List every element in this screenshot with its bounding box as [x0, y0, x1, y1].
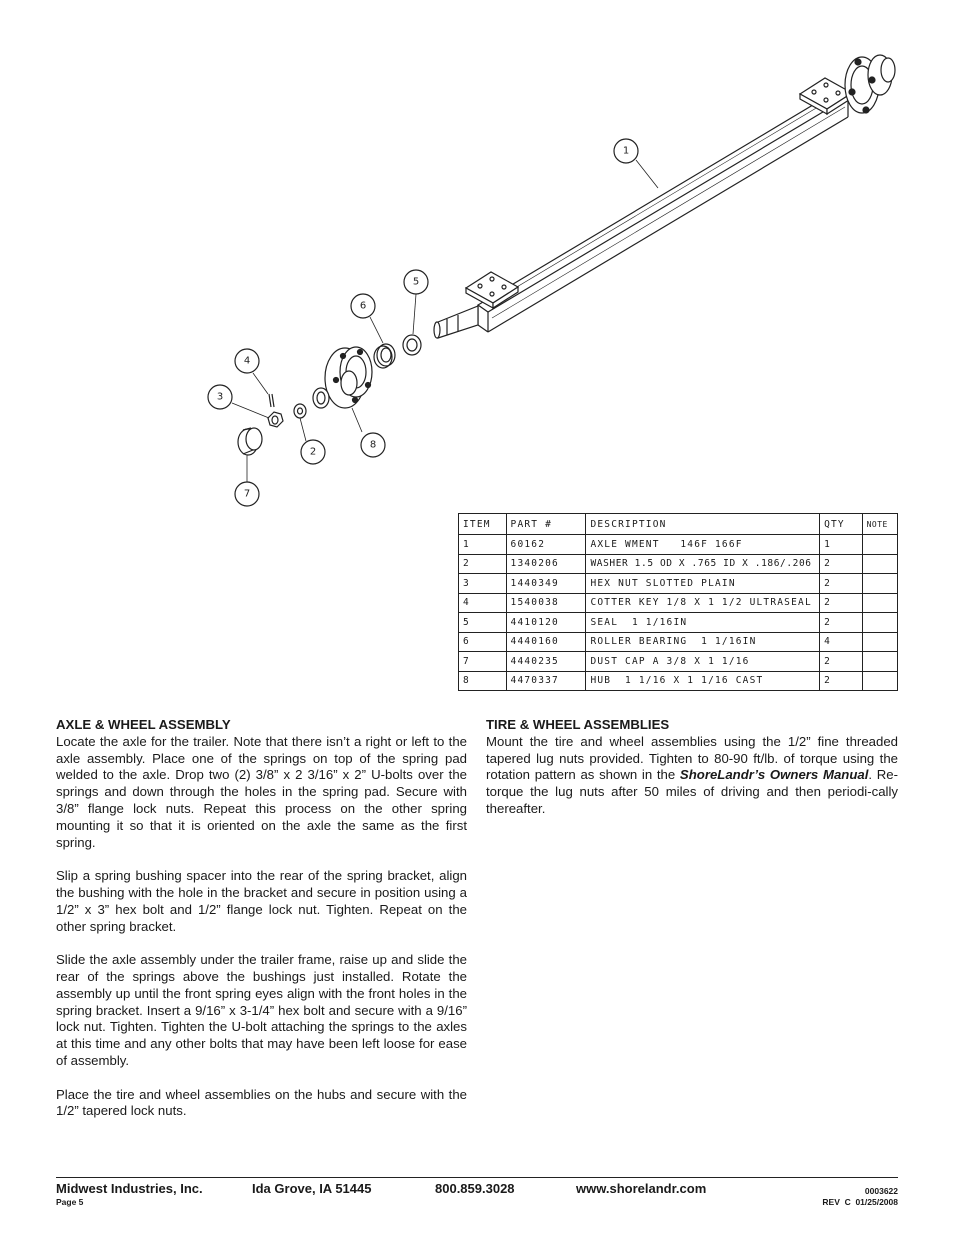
- callout-5: 5: [412, 276, 420, 288]
- footer-website: www.shorelandr.com: [576, 1181, 707, 1196]
- tire-section-heading: TIRE & WHEEL ASSEMBLIES: [486, 717, 670, 732]
- header-qty: QTY: [820, 514, 862, 535]
- cell-part-number: 1540038: [506, 593, 586, 613]
- footer-divider: [56, 1177, 898, 1178]
- tire-text-before: Mount the tire and wheel assemblies using the 1/2” fine threaded tapered lug nuts provided. Tighten to 80-90 ft/lb. of torque using the rotation pattern as shown in the: [486, 733, 898, 783]
- cotter-key-part: [269, 394, 274, 407]
- cell-part-number: 4410120: [506, 613, 586, 633]
- cell-description: COTTER KEY 1/8 X 1 1/2 ULTRASEAL: [586, 593, 820, 613]
- roller-bearing-outer: [313, 388, 329, 408]
- cell-qty: 2: [820, 652, 862, 672]
- cell-note: [862, 671, 897, 691]
- table-row: [459, 671, 898, 691]
- parts-table-header: [459, 514, 898, 535]
- cell-note: [862, 554, 897, 574]
- cell-part-number: 4440235: [506, 652, 586, 672]
- axle-beam: [478, 90, 848, 332]
- owners-manual-title: ShoreLandr’s Owners Manual: [679, 767, 869, 783]
- cell-qty: 2: [820, 593, 862, 613]
- cell-qty: 2: [820, 671, 862, 691]
- cell-item: 1: [459, 535, 507, 555]
- cell-description: AXLE WMENT 146F 166F: [586, 535, 820, 555]
- cell-note: [862, 613, 897, 633]
- table-row: [459, 554, 898, 574]
- axle-paragraph-4: Place the tire and wheel assemblies on the hubs and secure with the 1/2” tapered lock nuts.: [56, 1086, 467, 1119]
- footer-company: Midwest Industries, Inc.: [56, 1181, 203, 1196]
- footer-revision: REV C 01/25/2008: [822, 1197, 898, 1207]
- cell-note: [862, 593, 897, 613]
- axle-wheel-section: [56, 717, 467, 1137]
- callout-3: 3: [216, 391, 224, 403]
- cell-note: [862, 574, 897, 594]
- parts-table: [458, 513, 898, 691]
- hub-assembled-right: [845, 55, 895, 113]
- cell-description: HEX NUT SLOTTED PLAIN: [586, 574, 820, 594]
- cell-qty: 4: [820, 632, 862, 652]
- table-row: [459, 652, 898, 672]
- roller-bearing-inner: [374, 344, 395, 368]
- cell-item: 7: [459, 652, 507, 672]
- footer-doc-number: 0003622: [864, 1186, 898, 1196]
- header-item: ITEM: [459, 514, 507, 535]
- cell-description: HUB 1 1/16 X 1 1/16 CAST: [586, 671, 820, 691]
- slotted-nut-part: [268, 412, 283, 427]
- cell-description: DUST CAP A 3/8 X 1 1/16: [586, 652, 820, 672]
- footer-page-number: Page 5: [56, 1197, 84, 1207]
- cell-item: 6: [459, 632, 507, 652]
- callout-6: 6: [359, 300, 367, 312]
- cell-description: SEAL 1 1/16IN: [586, 613, 820, 633]
- callout-7: 7: [243, 488, 251, 500]
- table-row: [459, 613, 898, 633]
- axle-paragraph-3: Slide the axle assembly under the trailer frame, raise up and slide the rear of the springs above the bushings just installed. Rotate the assembly up until the front spring eyes align with the front holes in the spring bracket. Insert a 9/16” x 3-1/4” hex bolt and secure with a 9/16” lock nut. Tighten. Tighten the U-bolt attaching the springs to the axles at this time and any other bolts that may have been left loose for ease of assembly.: [56, 952, 467, 1068]
- callout-2: 2: [309, 446, 317, 458]
- cell-note: [862, 652, 897, 672]
- cell-qty: 2: [820, 574, 862, 594]
- cell-part-number: 1440349: [506, 574, 586, 594]
- header-note: NOTE: [862, 514, 897, 535]
- cell-qty: 2: [820, 554, 862, 574]
- axle-paragraph-2: Slip a spring bushing spacer into the rear of the spring bracket, align the bushing with the hole in the bracket and secure in position using a 1/2” x 3” hex bolt and 1/2” flange lock nut. Tighten. Repeat on the other spring bracket.: [56, 868, 467, 934]
- spring-pad-left: [466, 272, 518, 308]
- dust-cap-part: [238, 428, 262, 455]
- cell-part-number: 4470337: [506, 671, 586, 691]
- axle-section-heading: AXLE & WHEEL ASSEMBLY: [56, 717, 231, 732]
- cell-part-number: 60162: [506, 535, 586, 555]
- cell-qty: 2: [820, 613, 862, 633]
- cell-description: WASHER 1.5 OD X .765 ID X .186/.206: [586, 554, 820, 574]
- washer-part: [294, 404, 306, 418]
- spindle-left: [434, 306, 478, 338]
- callout-8: 8: [369, 439, 377, 451]
- footer-city: Ida Grove, IA 51445: [252, 1181, 372, 1196]
- exploded-axle-drawing: [0, 0, 954, 512]
- tire-text-after: . Re-torque the lug nuts after 50 miles of driving and then periodi-cally thereafter.: [486, 767, 899, 816]
- cell-part-number: 1340206: [506, 554, 586, 574]
- table-row: [459, 574, 898, 594]
- cell-note: [862, 535, 897, 555]
- header-part-number: PART #: [506, 514, 586, 535]
- tire-paragraph: [486, 734, 898, 818]
- callout-1: 1: [622, 145, 630, 157]
- cell-note: [862, 632, 897, 652]
- cell-item: 8: [459, 671, 507, 691]
- cell-item: 3: [459, 574, 507, 594]
- callout-circles: [208, 139, 638, 506]
- axle-paragraph-1: Locate the axle for the trailer. Note that there isn’t a right or left to the axle assembly. Place one of the springs on top of the spring pad welded to the axle. Drop two (2) 3/8” x 2 3/16” x 2” U-bolts over the springs and down through the holes in the spring pad. Secure with 3/8” flange lock nuts. Repeat this process on the other spring mounting it so that it is oriented on the axle the same as the first spring.: [56, 733, 467, 850]
- cell-qty: 1: [820, 535, 862, 555]
- callout-4: 4: [243, 355, 251, 367]
- cell-item: 4: [459, 593, 507, 613]
- table-row: [459, 593, 898, 613]
- cell-item: 2: [459, 554, 507, 574]
- cell-item: 5: [459, 613, 507, 633]
- header-description: DESCRIPTION: [586, 514, 820, 535]
- cell-description: ROLLER BEARING 1 1/16IN: [586, 632, 820, 652]
- cell-part-number: 4440160: [506, 632, 586, 652]
- footer-phone: 800.859.3028: [435, 1181, 515, 1196]
- seal-part: [403, 335, 421, 355]
- hub-part: [325, 347, 372, 408]
- tire-wheel-section: [486, 717, 898, 835]
- table-row: [459, 632, 898, 652]
- table-row: [459, 535, 898, 555]
